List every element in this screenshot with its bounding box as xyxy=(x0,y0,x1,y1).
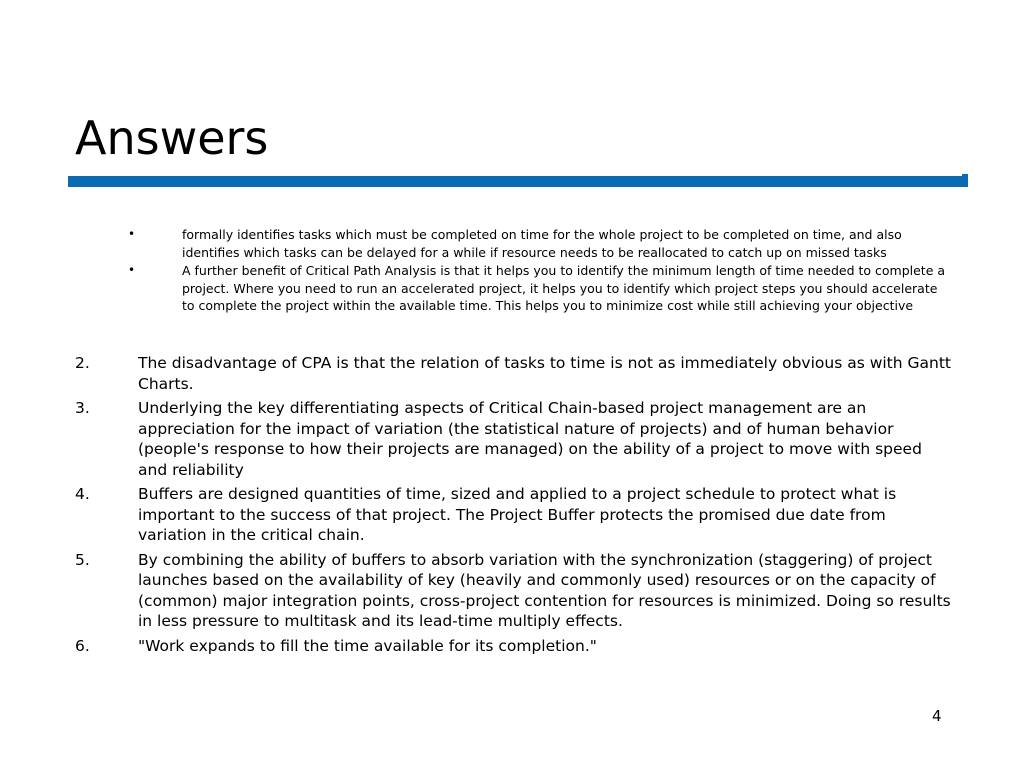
item-number: 4. xyxy=(75,485,90,503)
slide-title: Answers xyxy=(75,111,269,165)
numbered-list xyxy=(75,353,955,660)
item-text: Underlying the key differentiating aspects of Critical Chain-based project management are an appreciation for the impact of variation (the statistical nature of projects) and of human behavior (people's response to how their projects are managed) on the ability of a project to move with speed and reliability xyxy=(138,399,922,479)
bullet-list xyxy=(128,226,948,316)
bullet-text: A further benefit of Critical Path Analysis is that it helps you to identify the minimum length of time needed to complete a project. Where you need to run an accelerated project, it helps you to identify which project steps you should accelerate to complete the project within the available time. This helps you to minimize cost while still achieving your objective xyxy=(182,263,946,313)
item-number: 5. xyxy=(75,550,90,569)
item-number: 2. xyxy=(75,354,90,372)
title-underline-accent xyxy=(962,174,968,176)
bullet-item xyxy=(128,226,948,261)
bullet-item xyxy=(128,262,948,315)
item-number: 3. xyxy=(75,399,90,417)
item-number: 6. xyxy=(75,636,90,655)
title-underline-bar xyxy=(68,176,968,187)
bullet-marker: • xyxy=(128,263,136,277)
item-text: Buffers are designed quantities of time, sized and applied to a project schedule to protect what is important to the success of that project. The Project Buffer protects the promised due date from variation in the critical chain. xyxy=(138,485,897,544)
numbered-item xyxy=(75,550,955,632)
item-text: By combining the ability of buffers to absorb variation with the synchronization (staggering) of project launches based on the availability of key (heavily and commonly used) resources or on the capacity of (common) major integration points, cross-project contention for resources is minimized. Doing so results in less pressure to multitask and its lead-time multiply effects. xyxy=(138,550,951,630)
bullet-text: formally identifies tasks which must be completed on time for the whole project to be completed on time, and also identifies which tasks can be delayed for a while if resource needs to be reallocated to catch up on missed tasks xyxy=(182,227,902,260)
item-text: The disadvantage of CPA is that the relation of tasks to time is not as immediately obvious as with Gantt Charts. xyxy=(138,354,951,393)
numbered-item xyxy=(75,636,955,657)
item-text: "Work expands to fill the time available for its completion." xyxy=(138,636,597,655)
page-number: 4 xyxy=(932,707,942,725)
numbered-item xyxy=(75,353,955,394)
numbered-item xyxy=(75,398,955,480)
bullet-marker: • xyxy=(128,227,136,241)
numbered-item xyxy=(75,484,955,546)
